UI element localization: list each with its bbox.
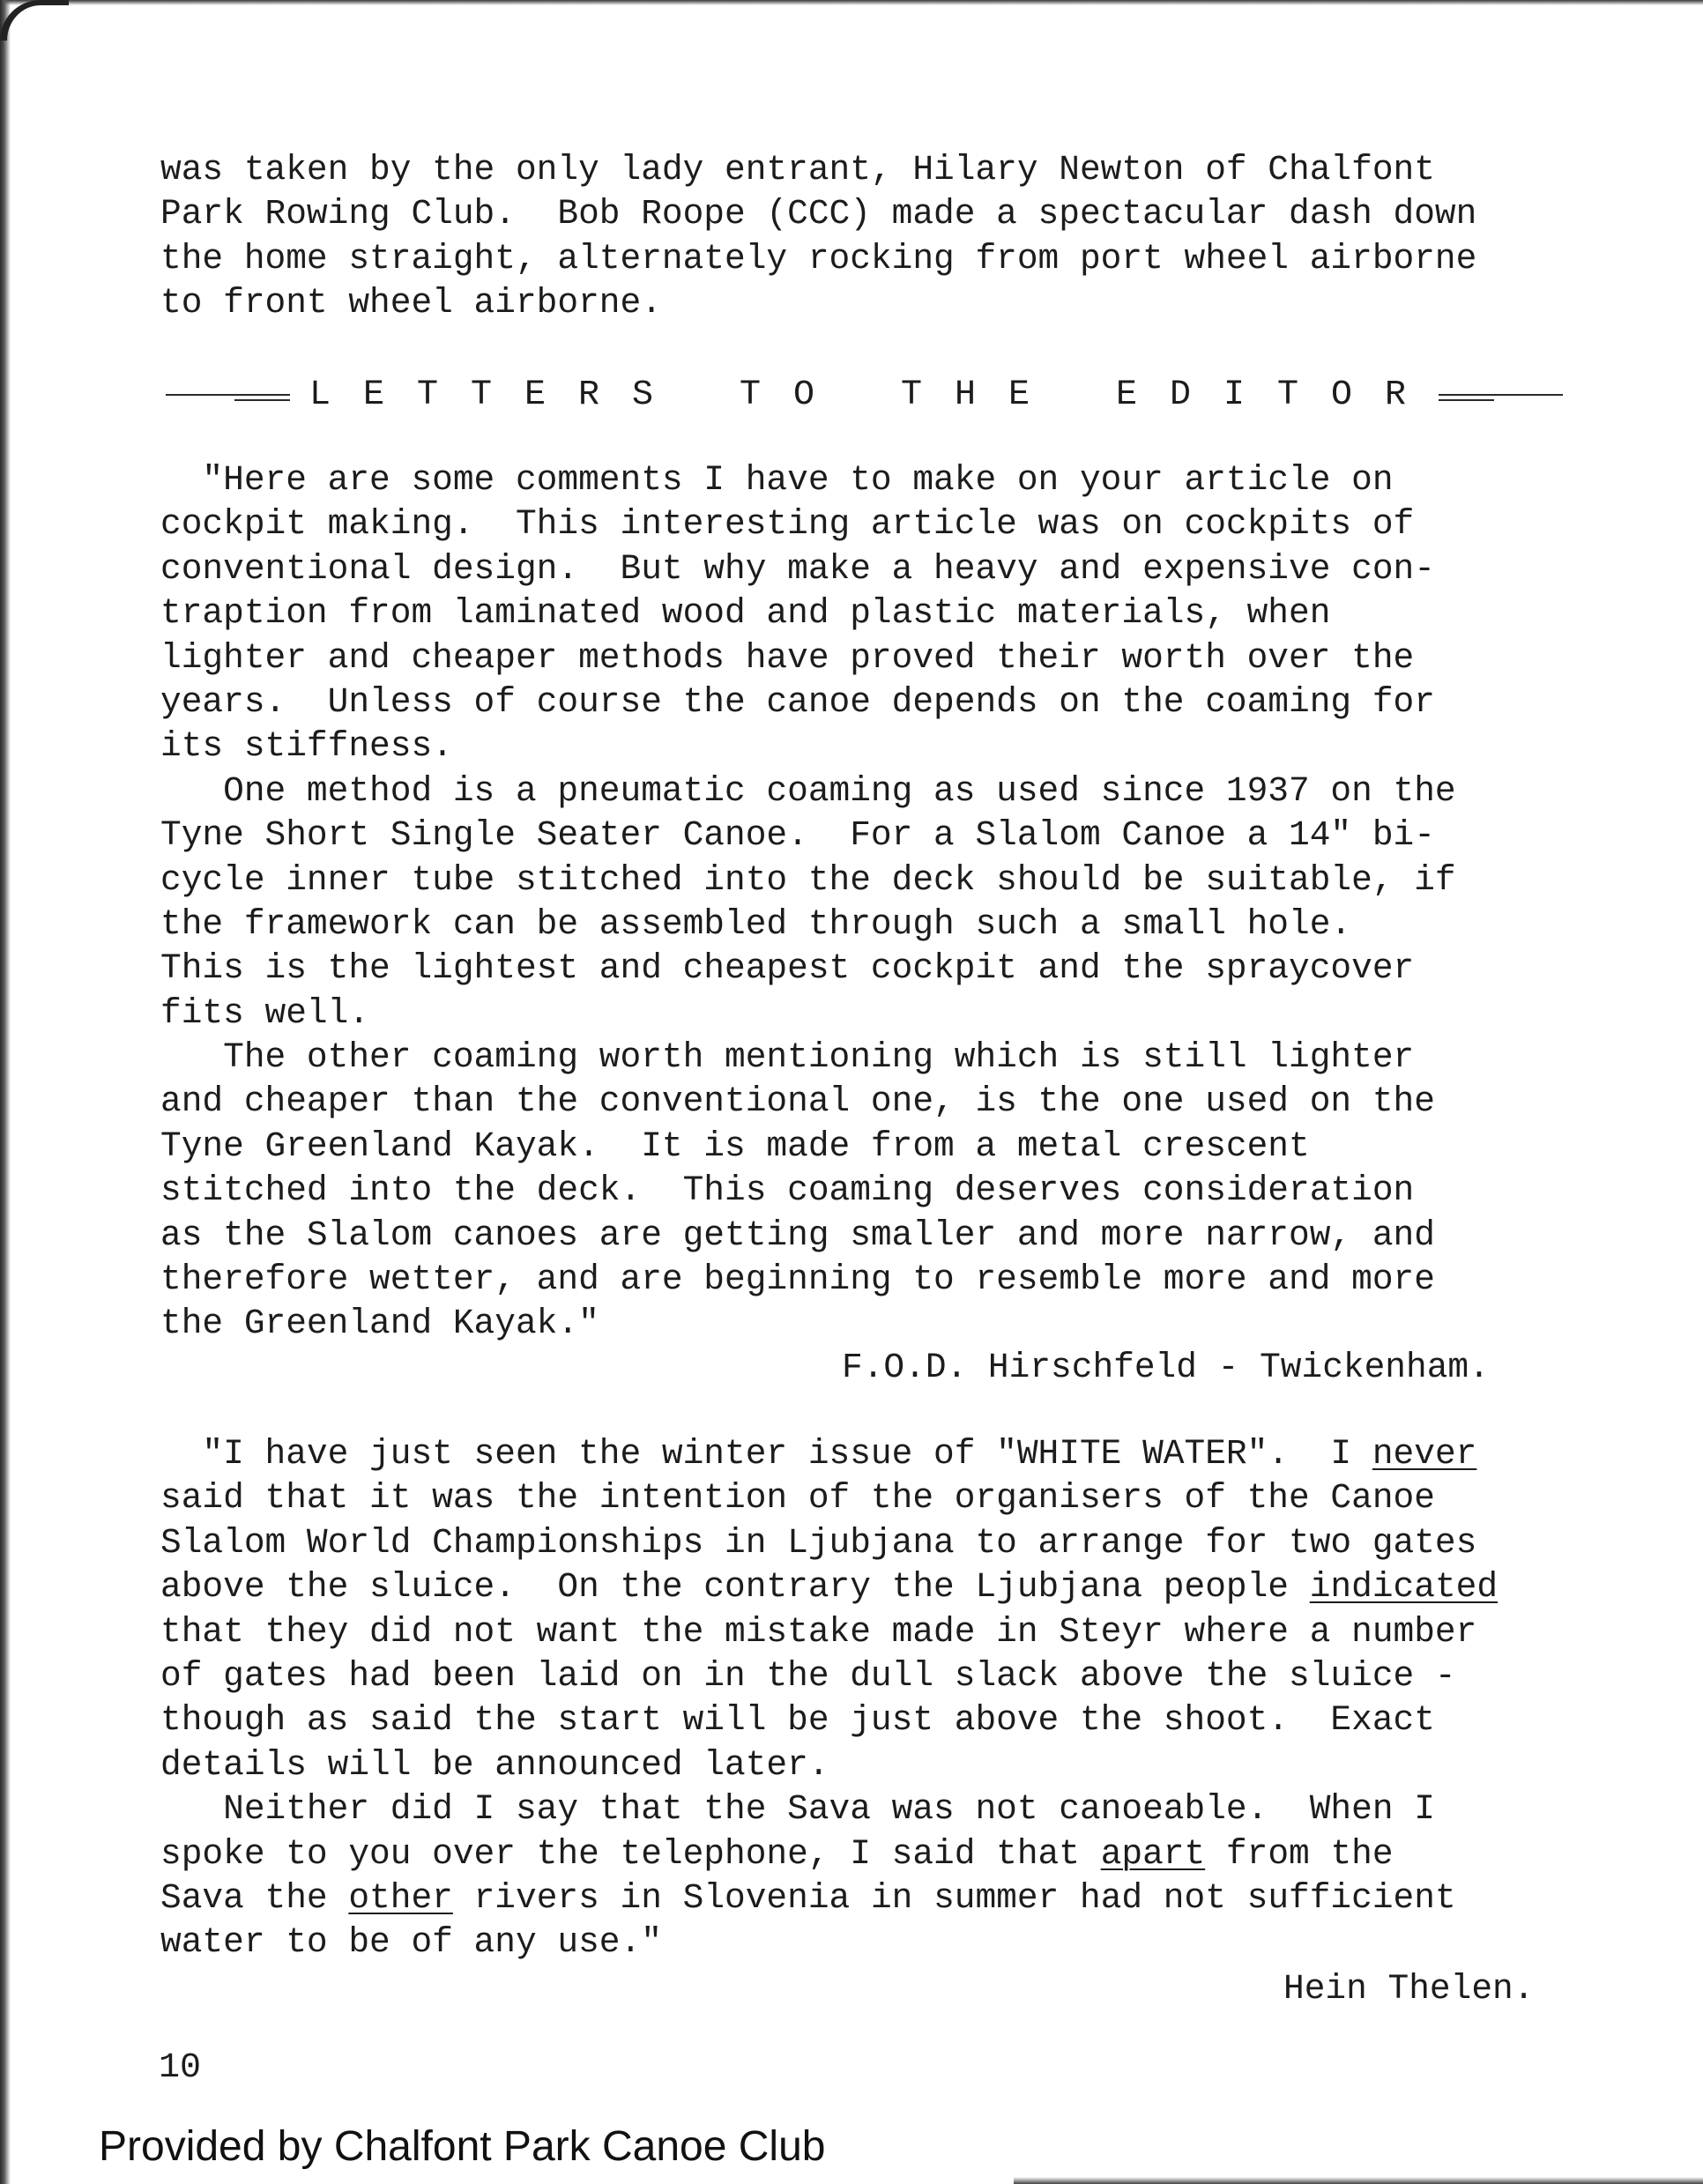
letter-2: [160, 1432, 1606, 1965]
letter-1-line: and cheaper than the conventional one, is the one used on the: [160, 1081, 1435, 1122]
letter-1-line: the Greenland Kayak.": [160, 1304, 599, 1344]
letter-1-line: cockpit making. This interesting article was on cockpits of: [160, 504, 1415, 545]
letter-1-line: This is the lightest and cheapest cockpit and the spraycover: [160, 948, 1415, 989]
intro-line: Park Rowing Club. Bob Roope (CCC) made a spectacular dash down: [160, 194, 1477, 234]
letter-2-line: water to be of any use.": [160, 1922, 662, 1963]
letter-1: [160, 458, 1606, 1347]
underlined-word: indicated: [1309, 1567, 1498, 1608]
intro-line: was taken by the only lady entrant, Hilary Newton of Chalfont: [160, 150, 1435, 189]
intro-line: to front wheel airborne.: [160, 283, 662, 323]
letter-1-line: One method is a pneumatic coaming as used since 1937 on the: [160, 770, 1456, 811]
underlined-word: other: [348, 1877, 453, 1918]
letter-2-line: details will be announced later.: [160, 1744, 829, 1785]
letter-2-line: Slalom World Championships in Ljubjana to arrange for two gates: [160, 1522, 1477, 1563]
letter-1-line: fits well.: [160, 992, 370, 1033]
letter-2-line: [160, 1432, 1606, 1476]
scan-edge-left: [0, 0, 11, 2184]
letter-2-line: said that it was the intention of the organisers of the Canoe: [160, 1478, 1435, 1519]
letter-2-text: from the: [1205, 1833, 1394, 1874]
heading-rule-left: [166, 394, 290, 396]
scan-edge-bottom: [1014, 2177, 1703, 2184]
letter-2-line: that they did not want the mistake made in Steyr where a number: [160, 1611, 1477, 1652]
intro-line: the home straight, alternately rocking from port wheel airborne: [160, 238, 1477, 279]
scan-edge-top: [0, 0, 1703, 5]
letter-1-line: therefore wetter, and are beginning to resemble more and more: [160, 1259, 1435, 1300]
letter-1-line: stitched into the deck. This coaming deserves consideration: [160, 1170, 1415, 1211]
letter-2-text: spoke to you over the telephone, I said that: [160, 1833, 1101, 1874]
letter-2-text: above the sluice. On the contrary the Ljubjana people: [160, 1567, 1310, 1608]
section-heading: LETTERS TO THE EDITOR: [309, 375, 1439, 415]
letter-2-line: of gates had been laid on in the dull slack above the sluice -: [160, 1655, 1456, 1696]
letter-2-line: [160, 1565, 1606, 1609]
letter-1-line: years. Unless of course the canoe depends on the coaming for: [160, 681, 1435, 722]
letter-2-text: Sava the: [160, 1877, 349, 1918]
letter-1-line: "Here are some comments I have to make on your article on: [160, 460, 1394, 500]
letter-1-line: cycle inner tube stitched into the deck should be suitable, if: [160, 859, 1456, 900]
letter-1-line: Tyne Short Single Seater Canoe. For a Slalom Canoe a 14" bi-: [160, 815, 1435, 856]
letter-2-line: [160, 1876, 1606, 1920]
letter-2-line: Neither did I say that the Sava was not canoeable. When I: [160, 1789, 1435, 1830]
letter-2-line: though as said the start will be just above the shoot. Exact: [160, 1700, 1435, 1741]
letter-1-line: as the Slalom canoes are getting smaller and more narrow, and: [160, 1215, 1435, 1255]
section-heading-row: [166, 368, 1563, 421]
heading-rule-right: [1439, 394, 1563, 396]
letter-1-line: Tyne Greenland Kayak. It is made from a metal crescent: [160, 1125, 1310, 1166]
letter-2-signature: Hein Thelen.: [1283, 1969, 1535, 2009]
letter-2-text: rivers in Slovenia in summer had not sufficient: [452, 1877, 1456, 1918]
page-number: 10: [159, 2048, 202, 2088]
intro-paragraph: [160, 148, 1606, 326]
letter-2-line: [160, 1832, 1606, 1876]
underlined-word: apart: [1100, 1833, 1206, 1874]
letter-1-line: conventional design. But why make a heavy and expensive con-: [160, 548, 1435, 589]
letter-1-line: The other coaming worth mentioning which is still lighter: [160, 1037, 1415, 1078]
letter-1-line: the framework can be assembled through such a small hole.: [160, 903, 1352, 944]
letter-1-line: traption from laminated wood and plastic materials, when: [160, 593, 1331, 634]
letter-1-line: lighter and cheaper methods have proved their worth over the: [160, 637, 1415, 678]
letter-2-text: "I have just seen the winter issue of "WHITE WATER". I: [160, 1434, 1372, 1474]
letter-1-line: its stiffness.: [160, 726, 453, 767]
footer-credit: Provided by Chalfont Park Canoe Club: [99, 2123, 826, 2170]
letter-1-signature: F.O.D. Hirschfeld - Twickenham.: [842, 1348, 1490, 1387]
underlined-word: never: [1372, 1434, 1477, 1474]
